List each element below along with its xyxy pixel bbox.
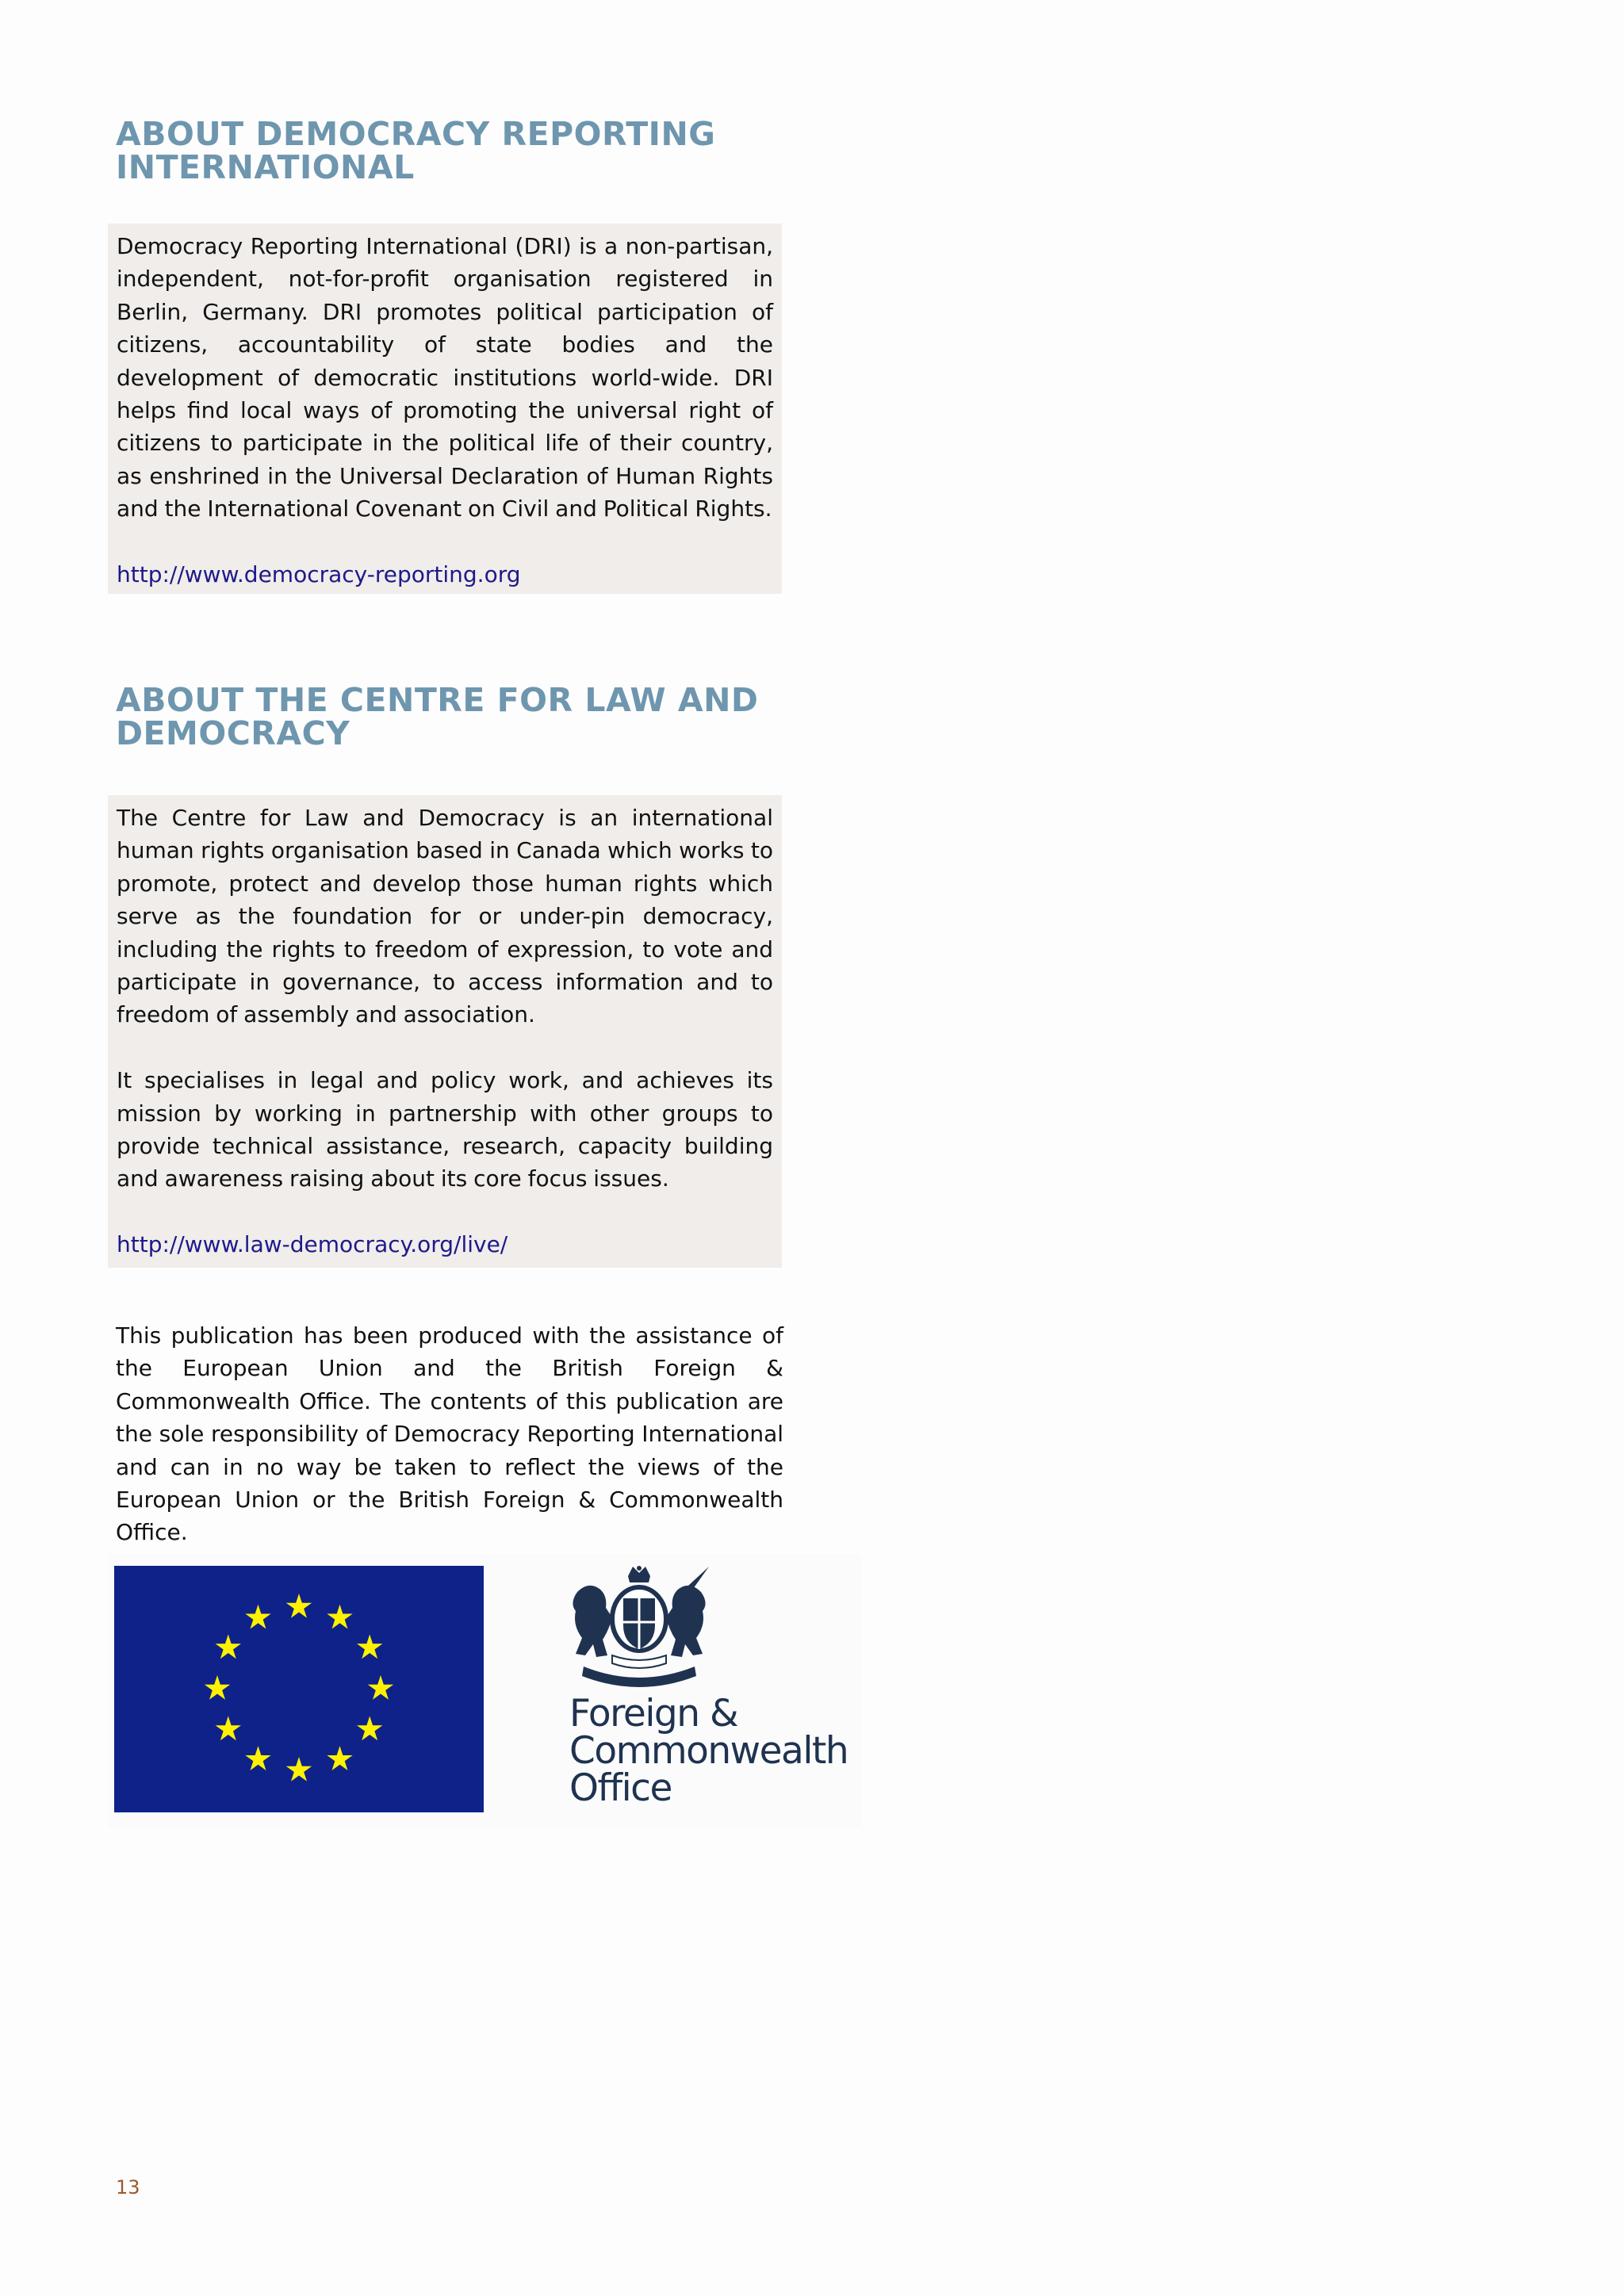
eu-flag-icon	[114, 1566, 484, 1812]
royal-coat-of-arms-icon	[561, 1562, 717, 1689]
cld-website-link[interactable]: http://www.law-democracy.org/live/	[117, 1231, 508, 1258]
funding-disclaimer: This publication has been produced with the assistance of the European Union and the British Foreign & Commonwealth Office. The contents of this publication are the sole responsibility of Democracy Reporting International and can in no way be taken to reflect the views of the European Union or the British Foreign & Commonwealth Office.	[116, 1322, 783, 1546]
dri-description: Democracy Reporting International (DRI) is a non-partisan, independent, not-for-profit organisation registered in Berlin, Germany. DRI promotes political participation of citizens, accountability of state bodies and the development of democratic institutions world-wide. DRI helps find local ways of promoting the universal right of citizens to participate in the political life of their country, as enshrined in the Universal Declaration of Human Rights and the International Covenant on Civil and Political Rights.	[117, 233, 773, 522]
cld-description: The Centre for Law and Democracy is an international human rights organisation based in Canada which works to promote, protect and develop those human rights which serve as the foundation for or under-pin democracy, including the rights to freedom of expression, to vote and participate in governance, to access information and to freedom of assembly and association.	[117, 805, 773, 1028]
dri-info-box	[108, 224, 782, 594]
fco-line-3: Office	[569, 1766, 672, 1810]
cld-mission: It specialises in legal and policy work, and achieves its mission by working in partnership with other groups to provide technical assistance, research, capacity building and awareness raising about its core focus issues.	[117, 1067, 773, 1192]
page-number: 13	[116, 2176, 140, 2198]
dri-heading: ABOUT DEMOCRACY REPORTING INTERNATIONAL	[116, 115, 716, 186]
fco-wordmark	[569, 1692, 848, 1810]
cld-heading: ABOUT THE CENTRE FOR LAW AND DEMOCRACY	[116, 681, 759, 752]
cld-info-box	[108, 795, 782, 1268]
dri-website-link[interactable]: http://www.democracy-reporting.org	[117, 561, 521, 588]
fco-line-2: Commonwealth	[569, 1729, 848, 1773]
fco-line-1: Foreign &	[569, 1692, 738, 1735]
